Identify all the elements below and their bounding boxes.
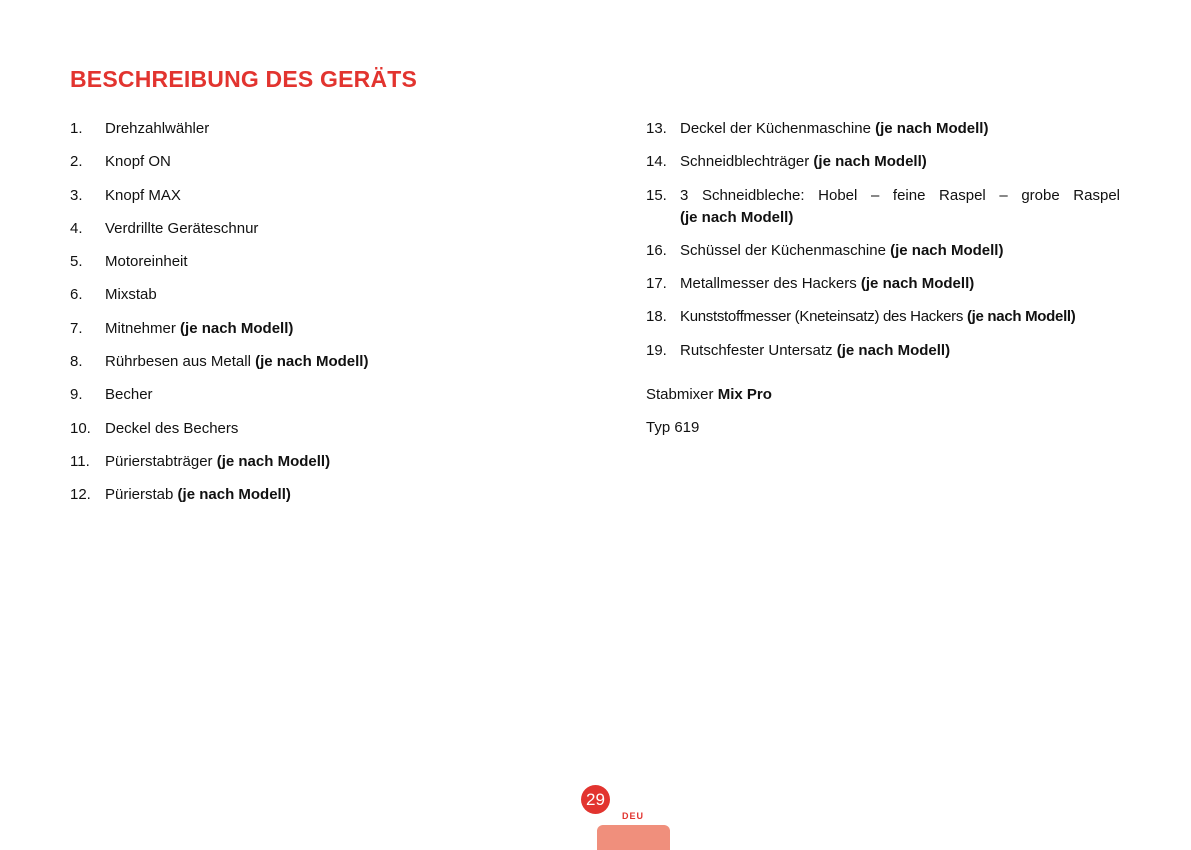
item-number: 15. <box>646 186 667 204</box>
item-text: Metallmesser des Hackers <box>680 275 861 293</box>
item-number: 19. <box>646 341 667 359</box>
item-note: (je nach Modell) <box>966 308 1076 326</box>
item-number: 16. <box>646 241 667 259</box>
item-text: Knopf ON <box>105 153 171 171</box>
product-name <box>646 384 1120 406</box>
list-item <box>70 251 590 273</box>
parts-list-right <box>646 118 1120 450</box>
list-item <box>646 273 1120 295</box>
item-number: 12. <box>70 486 91 504</box>
list-item <box>70 484 590 506</box>
item-note: (je nach Modell) <box>875 120 989 137</box>
item-number: 18. <box>646 308 667 326</box>
list-item <box>70 284 590 306</box>
list-item <box>70 151 590 173</box>
item-text: Mixstab <box>105 286 157 304</box>
product-label: Stabmixer <box>646 385 718 403</box>
item-number: 11. <box>70 452 90 470</box>
item-text: Schneidblechträger <box>680 153 814 171</box>
list-item <box>70 218 590 240</box>
list-item <box>70 351 590 373</box>
list-item <box>646 118 1120 140</box>
item-number: 5. <box>70 253 83 271</box>
list-item <box>646 151 1120 173</box>
item-note: (je nach Modell) <box>680 208 794 226</box>
list-item <box>70 118 590 140</box>
item-note: (je nach Modell) <box>180 319 294 337</box>
item-text: Kunststoffmesser (Kneteinsatz) des Hackers <box>680 308 967 326</box>
item-number: 8. <box>70 353 83 371</box>
list-item <box>646 185 1120 229</box>
item-text: Deckel der Küchenmaschine <box>680 120 876 137</box>
item-note: (je nach Modell) <box>890 241 1004 259</box>
product-type: Typ 619 <box>646 419 700 437</box>
item-text: 3 Schneidbleche: Hobel – feine Raspel – grobe Raspel <box>680 186 1120 204</box>
item-note: (je nach Modell) <box>860 275 975 293</box>
item-text: Pürierstab <box>105 486 178 504</box>
item-text: Rührbesen aus Metall <box>105 353 256 371</box>
item-text: Rutschfester Untersatz <box>680 341 837 359</box>
item-number: 17. <box>646 275 667 293</box>
list-item <box>70 185 590 207</box>
item-number: 3. <box>70 186 83 204</box>
item-text: Motoreinheit <box>105 253 188 271</box>
list-item <box>646 340 1120 362</box>
item-note: (je nach Modell) <box>836 341 951 359</box>
item-number: 10. <box>70 419 91 437</box>
item-number: 4. <box>70 219 83 237</box>
item-number: 9. <box>70 386 83 404</box>
list-item <box>70 418 590 440</box>
language-label: DEU <box>622 811 645 821</box>
list-item <box>70 451 590 473</box>
language-tab <box>597 825 670 850</box>
item-number: 13. <box>646 120 667 137</box>
product-model: Mix Pro <box>717 385 772 403</box>
item-note: (je nach Modell) <box>813 153 927 171</box>
list-item <box>70 384 590 406</box>
parts-list-left <box>70 118 590 518</box>
list-item <box>646 240 1120 262</box>
item-text: Schüssel der Küchenmaschine <box>680 241 891 259</box>
item-note: (je nach Modell) <box>177 486 291 504</box>
page-number-badge: 29 <box>581 785 610 814</box>
item-note: (je nach Modell) <box>216 452 331 470</box>
item-text: Becher <box>105 386 153 404</box>
item-number: 14. <box>646 153 667 171</box>
item-number: 1. <box>70 120 83 137</box>
item-number: 6. <box>70 286 83 304</box>
section-heading: BESCHREIBUNG DES GERÄTS <box>70 66 418 92</box>
list-item <box>646 306 1120 328</box>
item-number: 2. <box>70 153 83 171</box>
item-text: Pürierstabträger <box>105 452 217 470</box>
item-text: Mitnehmer <box>105 319 181 337</box>
item-text: Deckel des Bechers <box>105 419 239 437</box>
item-text: Verdrillte Geräteschnur <box>105 219 259 237</box>
item-number: 7. <box>70 319 83 337</box>
list-item <box>70 318 590 340</box>
item-note: (je nach Modell) <box>255 353 369 371</box>
item-text: Knopf MAX <box>105 186 181 204</box>
item-text: Drehzahlwähler <box>105 120 210 137</box>
